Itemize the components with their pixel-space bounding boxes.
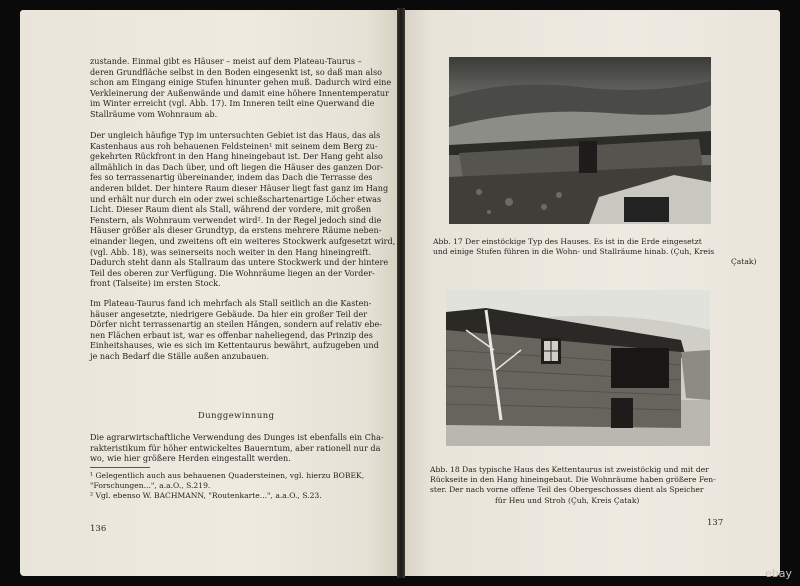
footnote-line: ² Vgl. ebenso W. BACHMANN, "Routenkarte...", a.a.O., S.23.	[90, 491, 322, 500]
text-line: Kastenhaus aus roh behauenen Feldsteinen¹ mit seinem dem Berg zu-	[90, 140, 378, 151]
footnotes	[90, 471, 364, 501]
caption-line: für Heu und Stroh (Çuh, Kreis Çatak)	[495, 495, 640, 505]
text-line: einander liegen, und zweitens oft ein weiteres Stockwerk aufgesetzt wird,	[90, 235, 396, 246]
text-line: Verkleinerung der Außenwände und damit eine höhere Innentemperatur	[90, 87, 389, 98]
photo-abb-18-image	[446, 290, 710, 446]
text-line: Dörfer nicht terrassenartig an steilen Hängen, sondern auf relativ ebe-	[90, 319, 383, 330]
text-line: rakteristikum für höher entwickeltes Bauerntum, aber rationell nur da	[90, 442, 381, 453]
text-line: nen Flächen erbaut ist, war es offenbar naheliegend, das Prinzip des	[90, 329, 373, 340]
text-line: gekehrten Rückfront in den Hang hineingebaut ist. Der Hang geht also	[90, 151, 383, 162]
text-line: schon am Eingang einige Stufen hinunter gehen muß. Dadurch wird eine	[90, 77, 392, 88]
caption-line: Abb. 17 Der einstöckige Typ des Hauses. Es ist in die Erde eingesetzt	[433, 237, 702, 246]
text-line: je nach Bedarf die Ställe außen anzubauen.	[90, 350, 270, 361]
photo-abb-18	[446, 290, 710, 446]
photo-abb-17-image	[449, 57, 711, 224]
paragraph-2	[90, 130, 395, 289]
footnote-line: "Forschungen...", a.a.O., S.219.	[90, 481, 211, 490]
text-line: deren Grundfläche selbst in den Boden eingesenkt ist, so daß man also	[90, 66, 382, 77]
caption-line: Çatak)	[731, 257, 757, 267]
caption-line: Rückseite in den Hang hineingebaut. Die Wohnräume haben größere Fen-	[430, 475, 716, 485]
caption-line: Abb. 18 Das typische Haus des Kettentaurus ist zweistöckig und mit der	[430, 465, 709, 474]
text-line: zustande. Einmal gibt es Häuser – meist auf dem Plateau-Taurus –	[90, 56, 362, 66]
text-line: im Winter erreicht (vgl. Abb. 17). Im Inneren teilt eine Querwand die	[90, 98, 375, 109]
caption-abb-18	[430, 465, 716, 506]
text-line: Der ungleich häufige Typ im untersuchten Gebiet ist das Haus, das als	[90, 130, 381, 140]
page-number-left: 136	[90, 524, 107, 534]
ebay-watermark: ebay	[764, 567, 792, 580]
text-line: (vgl. Abb. 18), was seinerseits noch weiter in den Hang hineingreift.	[90, 246, 372, 257]
text-line: Fenstern, als Wohnraum verwendet wird². In der Regel jedoch sind die	[90, 214, 382, 225]
text-line: Einheitshauses, wie es sich im Kettentaurus bewährt, aufzugeben und	[90, 340, 379, 351]
text-line: Teil des oberen zur Verfügung. Die Wohnräume liegen an der Vorder-	[90, 267, 375, 278]
text-line: Die agrarwirtschaftliche Verwendung des Dunges ist ebenfalls ein Cha-	[90, 432, 384, 442]
section-heading: Dunggewinnung	[198, 410, 275, 420]
text-line: Licht. Dieser Raum dient als Stall, während der vordere, mit großen	[90, 204, 372, 215]
text-line: wo, wie hier größere Herden eingestallt werden.	[90, 453, 291, 464]
text-line: allmählich in das Dach über, und oft liegen die Häuser des ganzen Dor-	[90, 161, 384, 172]
footnote-divider	[90, 467, 150, 468]
footnote-line: ¹ Gelegentlich auch aus behauenen Quadersteinen, vgl. hierzu BOBEK,	[90, 471, 365, 480]
caption-line: und einige Stufen führen in die Wohn- und Stallräume hinab. (Çuh, Kreis	[433, 247, 715, 257]
text-line: Im Plateau-Taurus fand ich mehrfach als Stall seitlich an die Kasten-	[90, 298, 372, 308]
caption-line: ster. Der nach vorne offene Teil des Obergeschosses dient als Speicher	[430, 485, 704, 495]
text-line: fes so terrassenartig übereinander, indem das Dach die Terrasse des	[90, 172, 373, 183]
paragraph-4	[90, 432, 384, 464]
photo-abb-17	[449, 57, 711, 224]
page-number-right: 137	[707, 518, 724, 528]
paragraph-3	[90, 298, 382, 362]
text-line: Häuser größer als dieser Grundtyp, da erstens mehrere Räume neben-	[90, 225, 382, 236]
caption-abb-17	[433, 237, 756, 268]
text-line: Dadurch steht dann als Stallraum das untere Stockwerk und der hintere	[90, 257, 389, 268]
text-line: häuser angesetzte, niedrigere Gebäude. Da hier ein großer Teil der	[90, 308, 368, 319]
text-line: und erhält nur durch ein oder zwei schießschartenartige Löcher etwas	[90, 193, 382, 204]
book-spine	[397, 8, 405, 578]
paragraph-1	[90, 56, 391, 120]
text-line: anderen bildet. Der hintere Raum dieser Häuser liegt fast ganz im Hang	[90, 182, 389, 193]
text-line: Stallräume vom Wohnraum ab.	[90, 108, 218, 119]
text-line: front (Talseite) im ersten Stock.	[90, 278, 221, 289]
